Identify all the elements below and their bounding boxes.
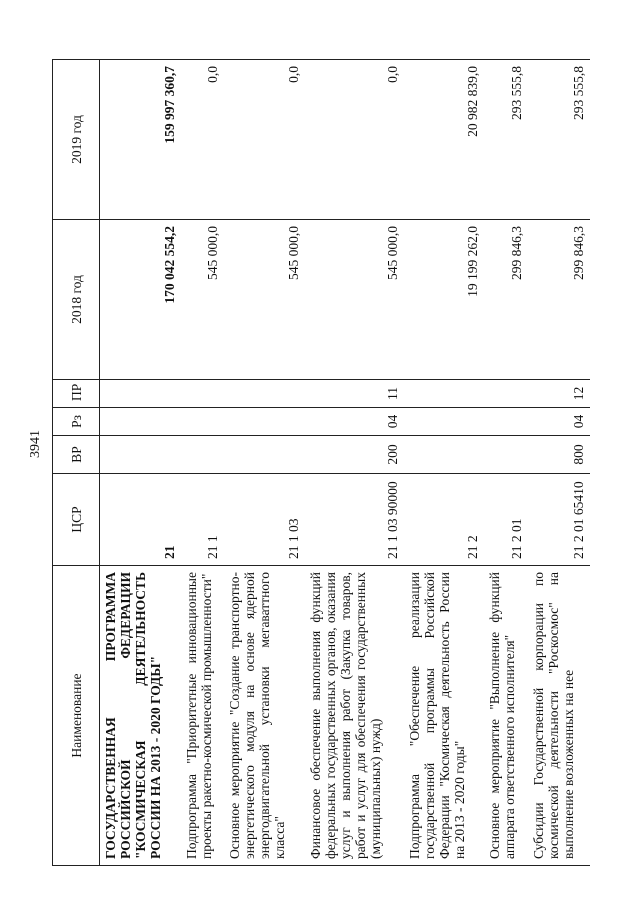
row-name: Финансовое обеспечение выполнения функций федеральных государственных органов, оказания услуг и выполнения работ (Закупка товаров, работ и услуг для обеспечения государственных (муниципальных) нужд): [305, 566, 404, 866]
row-vr: [100, 436, 181, 474]
row-2018: 545 000,0: [224, 220, 304, 380]
table-row: [484, 60, 528, 866]
row-2019: 0,0: [224, 60, 304, 220]
row-pr: [404, 380, 484, 408]
row-rz: 04: [528, 408, 590, 436]
row-rz: [100, 408, 181, 436]
row-2018: 170 042 554,2: [100, 220, 181, 380]
header-2019: 2019 год: [53, 60, 100, 220]
row-pr: [100, 380, 181, 408]
header-rz: Рз: [53, 408, 100, 436]
row-vr: 200: [305, 436, 404, 474]
row-name: Основное мероприятие "Выполнение функций аппарата ответственного исполнителя": [484, 566, 528, 866]
row-vr: [404, 436, 484, 474]
row-csr: 21 2 01: [484, 474, 528, 566]
row-rz: 04: [305, 408, 404, 436]
row-csr: 21 1: [181, 474, 225, 566]
header-vr: ВР: [53, 436, 100, 474]
row-2019: 0,0: [305, 60, 404, 220]
row-name: Субсидии Государственной корпорации по космической деятельности "Роскосмос" на выполнение возложенных на нее: [528, 566, 590, 866]
row-pr: [224, 380, 304, 408]
table-row: [528, 60, 590, 866]
row-csr: 21 1 03: [224, 474, 304, 566]
header-csr: ЦСР: [53, 474, 100, 566]
row-csr: 21 2: [404, 474, 484, 566]
header-2018: 2018 год: [53, 220, 100, 380]
row-2019: 293 555,8: [484, 60, 528, 220]
row-csr: 21 2 01 65410: [528, 474, 590, 566]
budget-table-rotated: [52, 60, 590, 866]
page-number: 3941: [28, 430, 43, 458]
row-rz: [404, 408, 484, 436]
row-csr: 21 1 03 90000: [305, 474, 404, 566]
row-pr: 11: [305, 380, 404, 408]
table-row: [404, 60, 484, 866]
row-2018: 299 846,3: [528, 220, 590, 380]
row-name: ГОСУДАРСТВЕННАЯ ПРОГРАММА РОССИЙСКОЙ ФЕДЕРАЦИИ "КОСМИЧЕСКАЯ ДЕЯТЕЛЬНОСТЬ РОССИИ НА 2013 - 2020 ГОДЫ": [100, 566, 181, 866]
row-name: Подпрограмма "Обеспечение реализации государственной программы Российской Федерации "Космическая деятельность России на 2013 - 2020 годы": [404, 566, 484, 866]
row-2018: 19 199 262,0: [404, 220, 484, 380]
row-vr: [484, 436, 528, 474]
row-2019: 159 997 360,7: [100, 60, 181, 220]
row-2018: 299 846,3: [484, 220, 528, 380]
row-vr: 800: [528, 436, 590, 474]
table-row: [100, 60, 181, 866]
row-2018: 545 000,0: [181, 220, 225, 380]
row-name: Основное мероприятие "Создание транспортно-энергетического модуля на основе ядерной энергодвигательной установки мегаваттного класса": [224, 566, 304, 866]
table-row: [224, 60, 304, 866]
table-row: [181, 60, 225, 866]
row-csr: 21: [100, 474, 181, 566]
row-rz: [224, 408, 304, 436]
row-2019: 0,0: [181, 60, 225, 220]
row-2018: 545 000,0: [305, 220, 404, 380]
row-rz: [484, 408, 528, 436]
row-name: Подпрограмма "Приоритетные инновационные проекты ракетно-космической промышленности": [181, 566, 225, 866]
row-pr: [181, 380, 225, 408]
budget-table: [52, 59, 590, 866]
row-pr: 12: [528, 380, 590, 408]
header-name: Наименование: [53, 566, 100, 866]
table-row: [305, 60, 404, 866]
row-vr: [224, 436, 304, 474]
row-pr: [484, 380, 528, 408]
budget-table-frame: [52, 60, 590, 866]
row-rz: [181, 408, 225, 436]
row-2019: 293 555,8: [528, 60, 590, 220]
table-header-row: [53, 60, 100, 866]
row-2019: 20 982 839,0: [404, 60, 484, 220]
row-vr: [181, 436, 225, 474]
header-pr: ПР: [53, 380, 100, 408]
